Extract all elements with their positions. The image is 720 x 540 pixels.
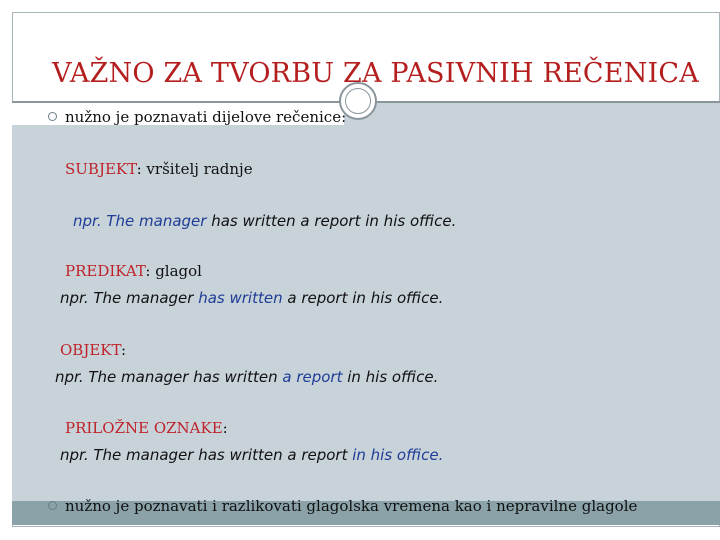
- term-desc: vršitelj radnje: [146, 160, 253, 178]
- bullet-dot-icon: [48, 501, 57, 510]
- term-objekt: OBJEKT:: [60, 341, 127, 359]
- example-before: npr. The manager has written: [55, 368, 283, 386]
- example-before: npr. The manager has written a report: [60, 446, 353, 464]
- example-highlight: a report: [282, 368, 343, 386]
- bullet-1-text: nužno je poznavati dijelove rečenice:: [65, 108, 347, 126]
- example-predikat: [60, 289, 443, 307]
- example-prilozne-oznake: [60, 446, 443, 464]
- example-subjekt: [73, 212, 456, 230]
- term-prilozne-oznake: PRILOŽNE OZNAKE:: [65, 419, 228, 437]
- term-desc: glagol: [155, 262, 202, 280]
- slide-title: VAŽNO ZA TVORBU ZA PASIVNIH REČENICA: [52, 58, 699, 89]
- example-before: npr. The manager: [60, 289, 199, 307]
- term-label: SUBJEKT: [65, 160, 137, 178]
- example-objekt: [55, 368, 438, 386]
- bullet-2: [48, 497, 637, 515]
- term-predikat: PREDIKAT: glagol: [65, 262, 202, 280]
- example-highlight: has written: [198, 289, 283, 307]
- term-label: OBJEKT: [60, 341, 121, 359]
- bullet-1: [48, 108, 346, 126]
- example-after: in his office.: [342, 368, 439, 386]
- bullet-dot-icon: [48, 112, 57, 121]
- bullet-2-text: nužno je poznavati i razlikovati glagolska vremena kao i nepravilne glagole: [65, 497, 638, 515]
- term-label: PREDIKAT: [65, 262, 146, 280]
- example-after: a report in his office.: [282, 289, 444, 307]
- term-label: PRILOŽNE OZNAKE: [65, 419, 223, 437]
- term-subjekt: SUBJEKT: vršitelj radnje: [65, 160, 253, 178]
- example-after: has written a report in his office.: [206, 212, 457, 230]
- example-highlight: in his office.: [352, 446, 444, 464]
- example-before: npr. The manager: [73, 212, 207, 230]
